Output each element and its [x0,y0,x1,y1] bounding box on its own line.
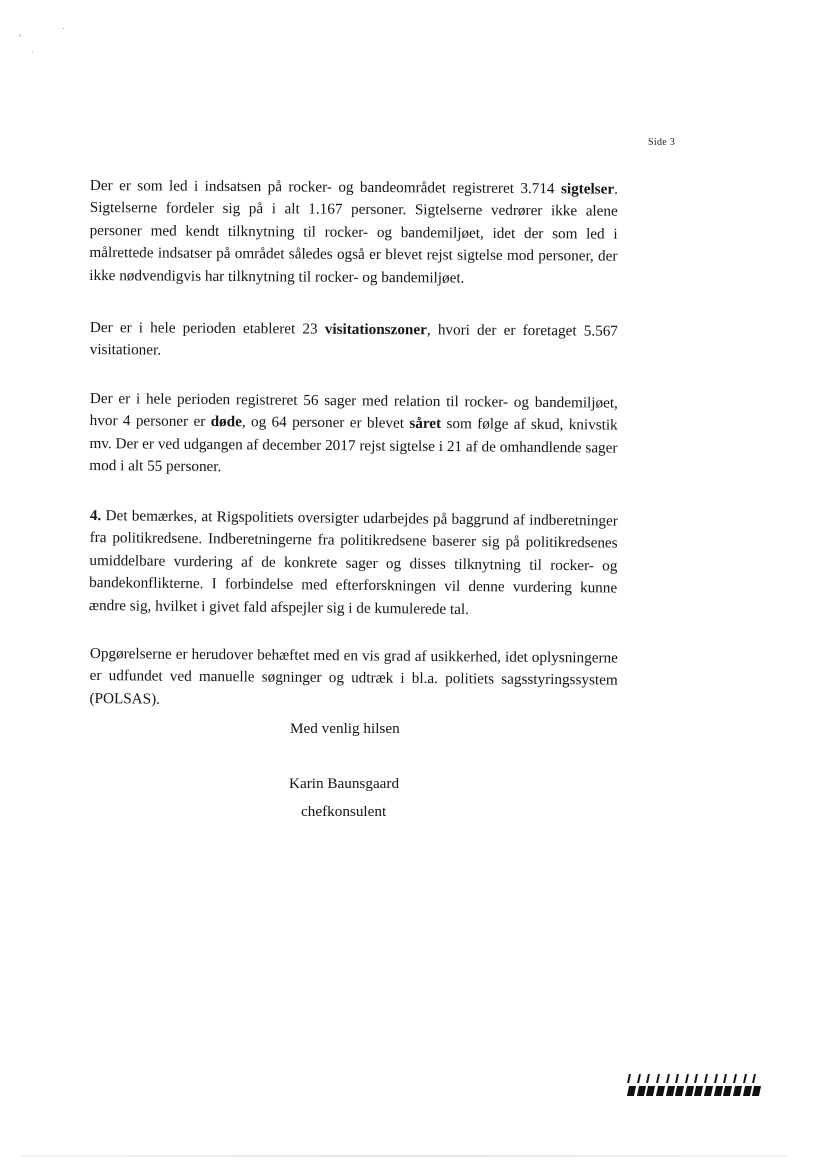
barcode-bar [666,1074,675,1083]
paragraph-text: . Sigtelserne fordeler sig på i alt 1.167 personer. Sigtelserne vedrører ikke alene personer med kendt tilknytning til rocker- og bandemiljøet, idet der som led i målrettede indsatser på området således også er blevet rejst sigtelse mod personer, der ikke nødvendigvis har tilknytning til rocker- og bandemiljøet. [89,180,618,287]
barcode-bar [752,1074,761,1083]
barcode-bar [694,1086,703,1096]
paragraph-text: , og 64 personer er blevet [241,413,410,433]
paragraph-section-4 [89,505,618,623]
barcode-bar [627,1086,636,1096]
barcode-bar [637,1086,646,1096]
paragraph-text: , hvori der er foretaget 5.567 visitationer. [89,321,618,360]
barcode-bar [704,1086,713,1096]
barcode-bar [714,1086,723,1096]
barcode-bar [714,1074,723,1083]
barcode-bar [704,1074,713,1083]
bold-term-doede: døde [210,413,242,431]
signatory-name: Karin Baunsgaard [289,775,400,792]
barcode-bar [646,1086,655,1096]
paragraph-text: Opgørelserne er herudover behæftet med en vis grad af usikkerhed, idet oplysningerne er udfundet ved manuelle søgninger og udtræk i bl.a. politiets sagsstyringssystem (POLSAS). [89,645,618,708]
barcode-bar [733,1074,742,1083]
scan-bottom-edge [20,1155,788,1157]
barcode-bar [752,1086,761,1096]
barcode-bottom-row [628,1086,760,1096]
barcode-bar [646,1074,655,1083]
paragraph-sigtelser [89,175,618,291]
barcode-bar [627,1074,636,1083]
signatory-title: chefkonsulent [301,803,387,820]
barcode-bar [685,1074,694,1083]
barcode-bar [675,1074,684,1083]
barcode-bar [743,1074,752,1083]
barcode-bar [656,1074,665,1083]
paragraph-text: Det bemærkes, at Rigspolitiets oversigter udarbejdes på baggrund af indberetninger fra politikredsene. Indberetningerne fra politikredsene baserer sig på politikredsenes umiddelbare vurdering af de konkrete sager og disses tilknytning til rocker- og bandekonflikterne. I forbindelse med efterforskningen vil denne vurdering kunne ændre sig, hvilket i givet fald afspejler sig i de kumulerede tal. [88,507,618,618]
barcode-bar [695,1074,704,1083]
scan-speck [63,28,64,29]
paragraph-text: som følge af skud, knivstik mv. Der er ved udgangen af december 2017 rejst sigtelse i 21 af de omhandlende sager mod i alt 55 personer. [89,415,618,476]
paragraph-sager [89,388,618,482]
page-number: Side 3 [648,137,676,148]
scan-speck [32,52,33,53]
paragraph-text: Der er i hele perioden etableret 23 [89,319,325,338]
scan-speck [19,34,21,36]
barcode-bar [723,1086,732,1096]
closing-greeting: Med venlig hilsen [290,720,400,737]
barcode-bar [685,1086,694,1096]
section-number: 4. [89,507,102,525]
barcode-bar [723,1074,732,1083]
barcode-bar [665,1086,674,1096]
bold-term-visitationszoner: visitationszoner [324,320,427,339]
barcode [628,1074,760,1096]
paragraph-usikkerhed [89,643,618,715]
paragraph-visitationszoner [90,317,618,365]
barcode-bar [733,1086,742,1096]
barcode-bar [637,1074,646,1083]
barcode-top-row [628,1074,760,1083]
paragraph-text: Der er som led i indsatsen på rocker- og bandeområdet registreret 3.714 [89,177,562,198]
barcode-bar [656,1086,665,1096]
paragraph-text: Der er i hele perioden registreret 56 sager med relation til rocker- og bandemiljøet, hvor 4 personer er [89,390,618,431]
bold-term-sigtelser: sigtelser [560,180,615,198]
barcode-bar [675,1086,684,1096]
barcode-bar [743,1086,752,1096]
bold-term-saaret: såret [409,415,442,433]
